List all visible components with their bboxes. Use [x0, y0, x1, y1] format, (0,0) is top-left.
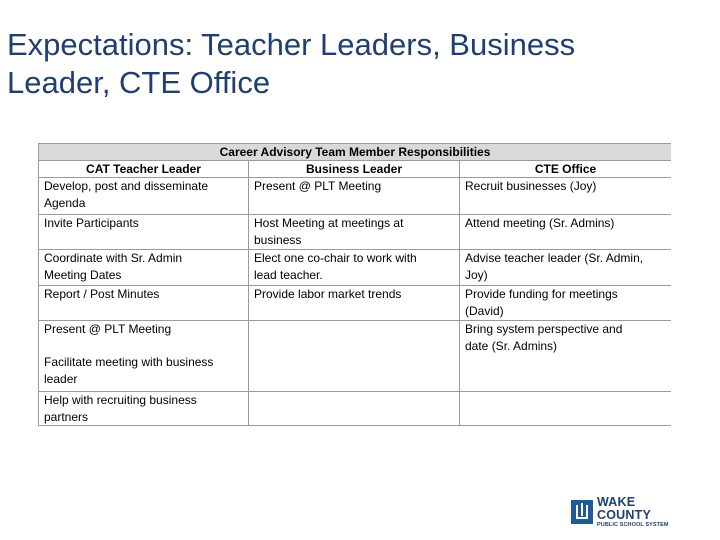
- cell-text: Bring system perspective and date (Sr. Admins): [465, 322, 623, 353]
- cell-text: Elect one co-chair to work with lead teacher.: [254, 251, 417, 282]
- table-cell: [39, 178, 249, 215]
- table-cell: [460, 215, 672, 250]
- slide-title-line-1: Expectations: Teacher Leaders, Business: [7, 27, 576, 62]
- wake-county-logo: [571, 494, 689, 528]
- table-row: [39, 321, 672, 392]
- table-cell: [39, 321, 249, 392]
- cell-text: Develop, post and disseminate Agenda: [44, 179, 209, 210]
- table-caption: Career Advisory Team Member Responsibilities: [39, 144, 672, 161]
- table-cell: [460, 286, 672, 321]
- responsibilities-table-image: [38, 143, 671, 428]
- cell-text: Present @ PLT Meeting: [254, 179, 382, 193]
- wcpss-logo-icon: [571, 500, 593, 524]
- logo-line-1: WAKE COUNTY: [597, 494, 651, 522]
- table-cell: [249, 250, 460, 286]
- cell-text: Report / Post Minutes: [44, 287, 160, 301]
- table-row: [39, 250, 672, 286]
- logo-text: [597, 496, 689, 529]
- table-cell: [460, 250, 672, 286]
- table-header-row: [39, 161, 672, 178]
- table-row: [39, 392, 672, 426]
- column-header-business-leader: Business Leader: [249, 161, 460, 178]
- table-cell: [460, 321, 672, 392]
- logo-line-2: PUBLIC SCHOOL SYSTEM: [597, 521, 669, 528]
- table-cell: [39, 392, 249, 426]
- table-cell: [249, 178, 460, 215]
- cell-text: Attend meeting (Sr. Admins): [465, 216, 615, 230]
- column-header-cte-office: CTE Office: [460, 161, 672, 178]
- table-cell: [39, 250, 249, 286]
- cell-text: Provide labor market trends: [254, 287, 402, 301]
- table-cell: [39, 215, 249, 250]
- cell-text: Host Meeting at meetings at business: [254, 216, 404, 247]
- cell-text: Advise teacher leader (Sr. Admin, Joy): [465, 251, 644, 282]
- cell-text: Present @ PLT Meeting Facilitate meeting with business leader: [44, 322, 214, 386]
- table-caption-row: [39, 144, 672, 161]
- table-cell: [460, 392, 672, 426]
- table-row: [39, 178, 672, 215]
- cell-text: Provide funding for meetings (David): [465, 287, 618, 318]
- table-cell: [460, 178, 672, 215]
- table-cell: [39, 286, 249, 321]
- cell-text: Coordinate with Sr. Admin Meeting Dates: [44, 251, 183, 282]
- table-cell: [249, 215, 460, 250]
- table-cell: [249, 321, 460, 392]
- slide-title-line-2: Leader, CTE Office: [7, 65, 271, 100]
- cell-text: Recruit businesses (Joy): [465, 179, 597, 193]
- cell-text: Invite Participants: [44, 216, 139, 230]
- table-cell: [249, 392, 460, 426]
- table-row: [39, 286, 672, 321]
- column-header-cat-teacher-leader: CAT Teacher Leader: [39, 161, 249, 178]
- table-cell: [249, 286, 460, 321]
- responsibilities-table: [38, 143, 671, 426]
- cell-text: Help with recruiting business partners: [44, 393, 197, 424]
- slide-title: [7, 26, 707, 102]
- table-row: [39, 215, 672, 250]
